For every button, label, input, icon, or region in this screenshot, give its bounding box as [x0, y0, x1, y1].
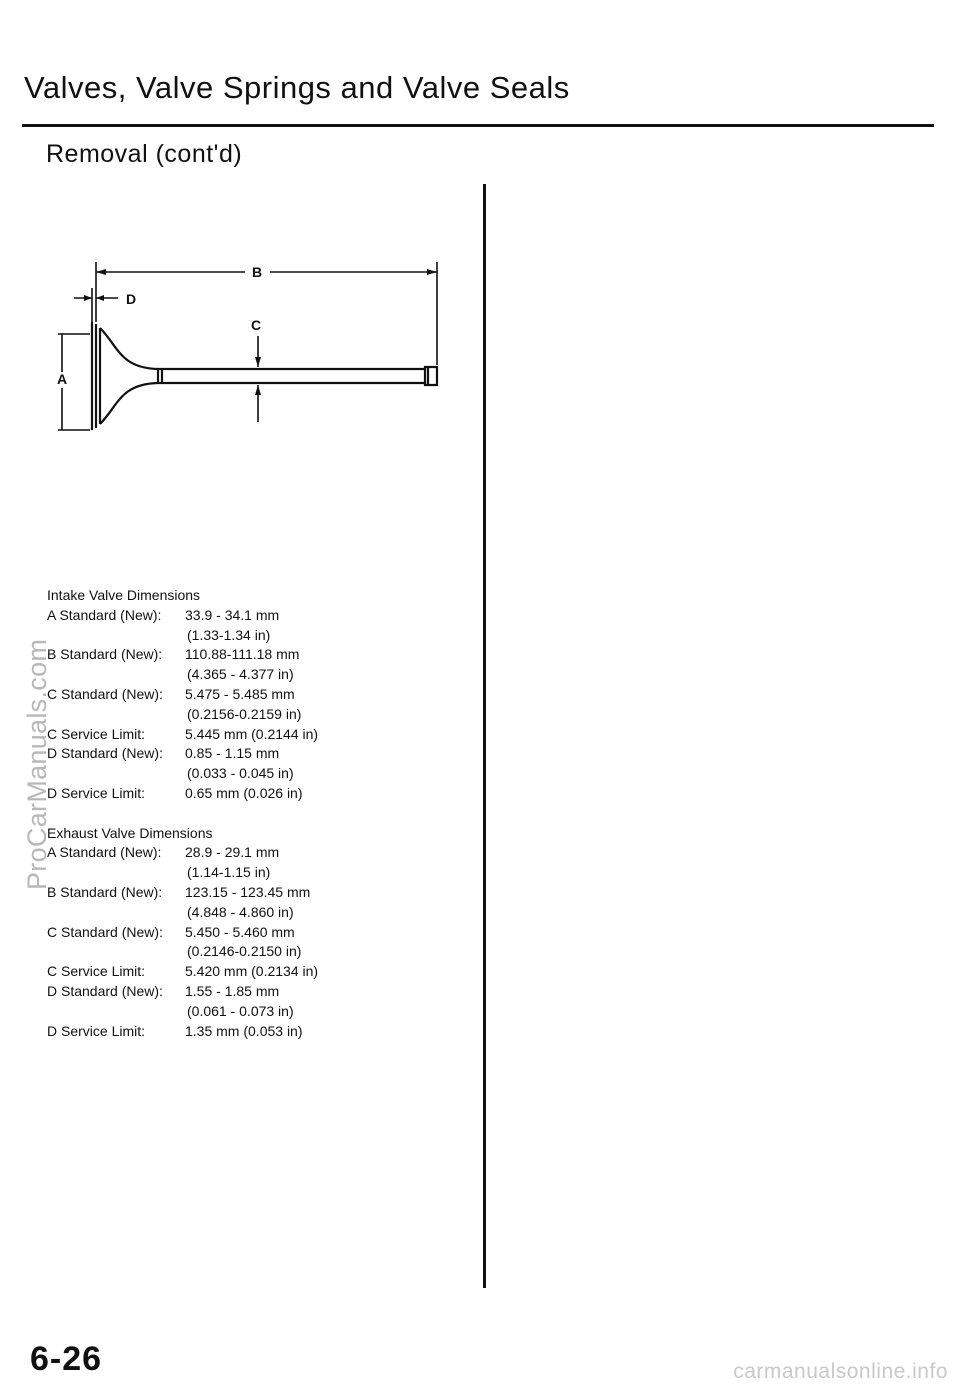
intake-specs	[47, 586, 367, 804]
intake-d-std-in: (0.033 - 0.045 in)	[187, 765, 294, 782]
exhaust-a-std-in: (1.14-1.15 in)	[187, 864, 271, 881]
valve-diagram	[40, 250, 460, 450]
stem-tip	[425, 367, 437, 385]
arrow-d-left	[84, 295, 92, 301]
arrow-c-top	[255, 357, 261, 367]
exhaust-heading: Exhaust Valve Dimensions	[47, 824, 213, 841]
exhaust-a-std: A Standard (New): 28.9 - 29.1 mm	[47, 844, 280, 861]
arrow-c-bottom	[255, 385, 261, 395]
intake-c-std-in: (0.2156-0.2159 in)	[187, 705, 302, 722]
exhaust-c-std: C Standard (New): 5.450 - 5.460 mm	[47, 923, 295, 940]
arrow-b-left	[96, 269, 106, 275]
column-divider	[483, 184, 486, 1288]
exhaust-specs	[47, 824, 367, 1042]
exhaust-b-std-in: (4.848 - 4.860 in)	[187, 903, 294, 920]
exhaust-c-limit: C Service Limit: 5.420 mm (0.2134 in)	[47, 963, 319, 980]
intake-c-limit: C Service Limit: 5.445 mm (0.2144 in)	[47, 725, 319, 742]
arrow-d-right	[96, 295, 104, 301]
label-a: A	[57, 371, 68, 387]
section-subtitle: Removal (cont'd)	[46, 140, 243, 168]
arrow-b-right	[427, 269, 437, 275]
spec-list	[47, 586, 367, 1061]
title-rule	[22, 124, 934, 127]
label-d: D	[126, 291, 137, 307]
label-b: B	[252, 264, 263, 280]
exhaust-d-std-in: (0.061 - 0.073 in)	[187, 1002, 294, 1019]
footer-watermark: carmanualsonline.info	[733, 1360, 948, 1383]
intake-heading: Intake Valve Dimensions	[47, 587, 201, 603]
valve-outline	[92, 322, 437, 430]
exhaust-d-std: D Standard (New): 1.55 - 1.85 mm	[47, 982, 280, 999]
valve-fillet-top	[100, 328, 158, 369]
intake-d-limit: D Service Limit: 0.65 mm (0.026 in)	[47, 784, 303, 801]
intake-b-std: B Standard (New): 110.88-111.18 mm	[47, 646, 300, 663]
exhaust-c-std-in: (0.2146-0.2150 in)	[187, 943, 302, 960]
valve-fillet-bottom	[100, 383, 158, 424]
page-title: Valves, Valve Springs and Valve Seals	[24, 70, 570, 105]
intake-b-std-in: (4.365 - 4.377 in)	[187, 666, 294, 683]
exhaust-b-std: B Standard (New): 123.15 - 123.45 mm	[47, 883, 311, 900]
label-c: C	[251, 317, 262, 333]
intake-a-std: A Standard (New): 33.9 - 34.1 mm	[47, 606, 280, 623]
intake-c-std: C Standard (New): 5.475 - 5.485 mm	[47, 685, 295, 702]
intake-d-std: D Standard (New): 0.85 - 1.15 mm	[47, 745, 280, 762]
exhaust-d-limit: D Service Limit: 1.35 mm (0.053 in)	[47, 1022, 303, 1039]
side-watermark: ProCarManuals.com	[22, 638, 52, 890]
stem-groove	[158, 369, 162, 383]
page-number: 6-26	[30, 1340, 103, 1378]
intake-a-std-in: (1.33-1.34 in)	[187, 626, 271, 643]
